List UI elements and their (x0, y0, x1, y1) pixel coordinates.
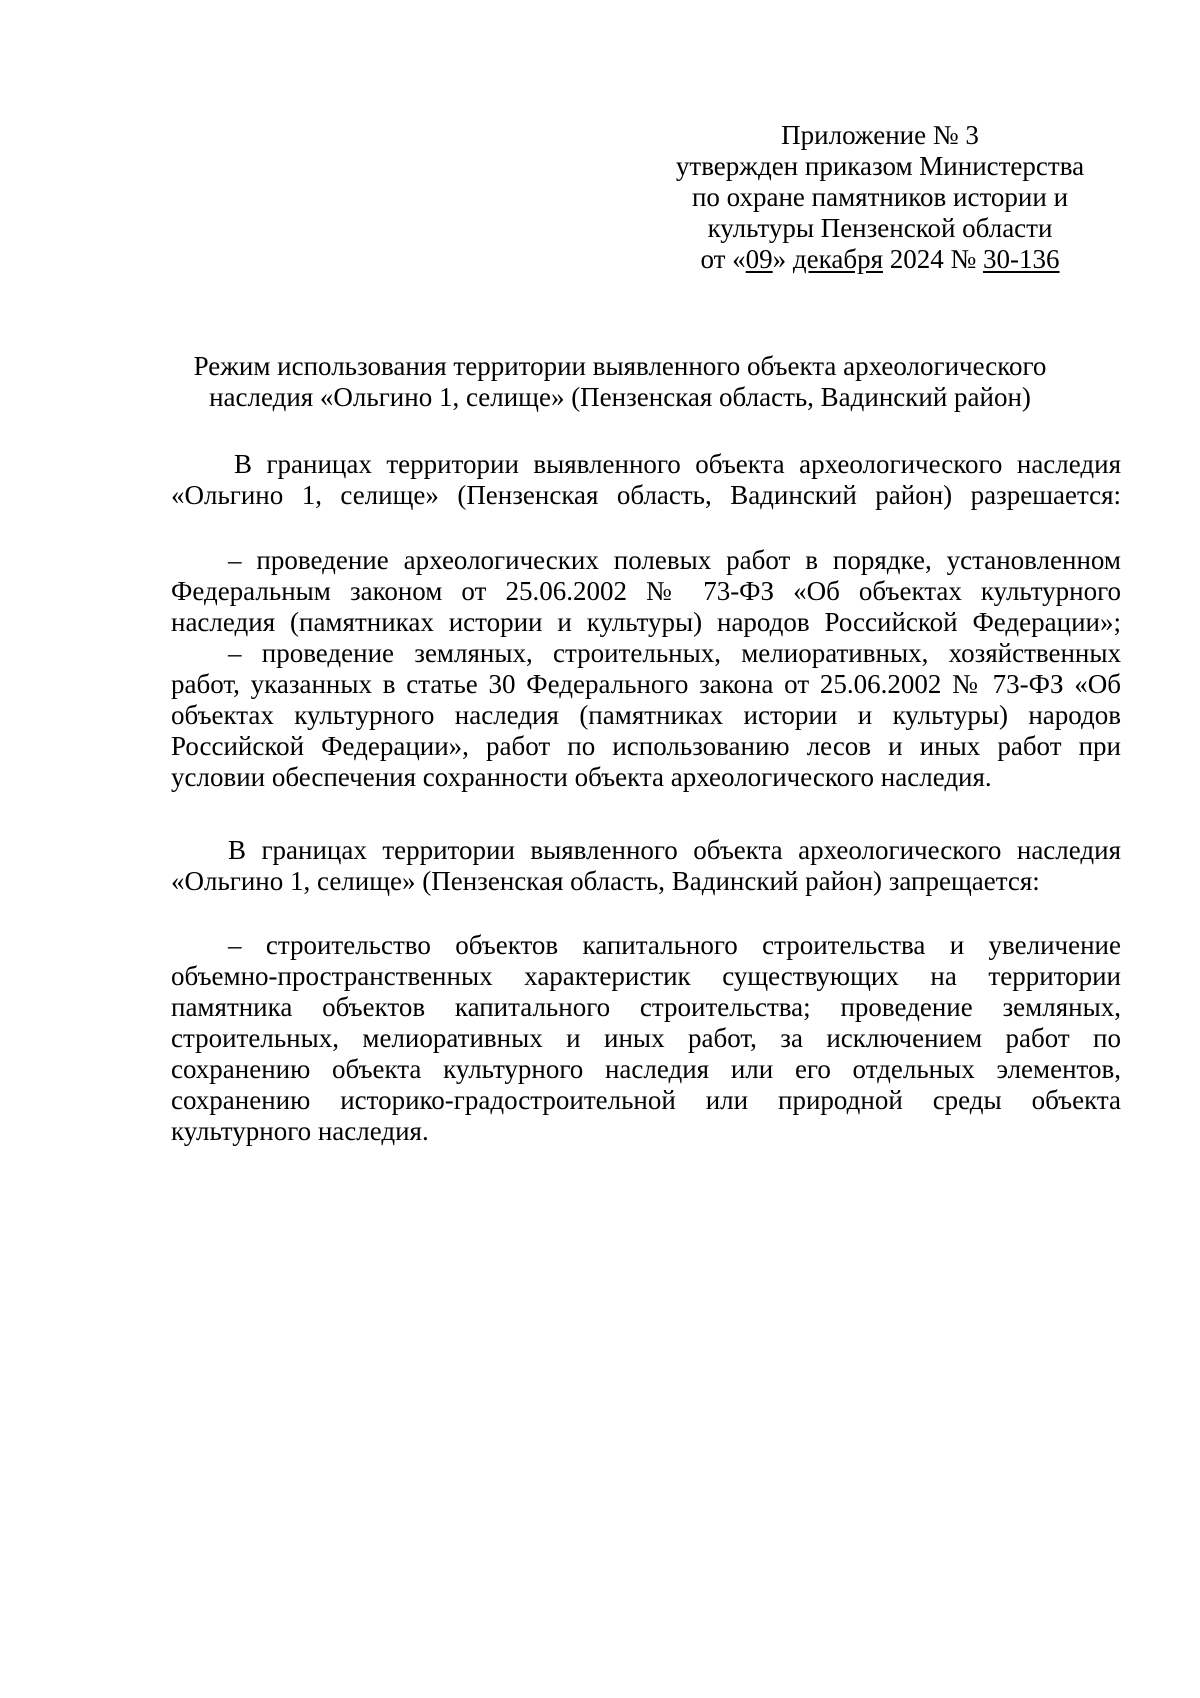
date-mid: » (772, 244, 793, 274)
date-day: 09 (745, 244, 773, 274)
list-item-line: строительных, мелиоративных и иных работ, за исключением работ по (171, 1023, 1121, 1053)
list-item-line: Федеральным законом от 25.06.2002 № 73-ФЗ «Об объектах культурного (171, 576, 1121, 606)
allowed-intro-paragraph (171, 449, 1121, 511)
paragraph-line: В границах территории выявленного объекта археологического наследия (234, 449, 1121, 479)
approval-line: по охране памятников истории и (691, 182, 1069, 212)
list-item-line: условии обеспечения сохранности объекта археологического наследия. (171, 762, 992, 792)
approval-date-line (660, 244, 1100, 275)
paragraph-line: «Ольгино 1, селище» (Пензенская область, Вадинский район) запрещается: (171, 866, 1040, 896)
list-item-line: памятника объектов капитального строительства; проведение земляных, (171, 992, 1121, 1022)
approval-line: культуры Пензенской области (707, 213, 1053, 243)
forbidden-items-list (171, 930, 1121, 1147)
approval-block (660, 120, 1100, 275)
appendix-number: Приложение № 3 (781, 120, 979, 150)
date-prefix: от « (700, 244, 746, 274)
order-number: 30-136 (983, 244, 1060, 274)
list-item-line: – проведение земляных, строительных, мелиоративных, хозяйственных (228, 638, 1121, 668)
list-item-line: наследия (памятниках истории и культуры) народов Российской Федерации»; (171, 607, 1121, 637)
list-item-line: – проведение археологических полевых работ в порядке, установленном (228, 545, 1121, 575)
title-line: Режим использования территории выявленного объекта археологического (193, 351, 1047, 381)
list-item-line: объектах культурного наследия (памятниках истории и культуры) народов (171, 700, 1121, 730)
list-item-line: работ, указанных в статье 30 Федерального закона от 25.06.2002 № 73-ФЗ «Об (171, 669, 1121, 699)
allowed-items-list (171, 545, 1121, 793)
paragraph-line: В границах территории выявленного объекта археологического наследия (228, 835, 1121, 865)
date-month: декабря (792, 244, 883, 274)
document-title (150, 351, 1090, 413)
list-item-line: объемно-пространственных характеристик существующих на территории (171, 961, 1121, 991)
list-item-line: культурного наследия. (171, 1116, 429, 1146)
list-item-line: сохранению объекта культурного наследия или его отдельных элементов, (171, 1054, 1121, 1084)
forbidden-intro-paragraph (171, 835, 1121, 897)
paragraph-line: «Ольгино 1, селище» (Пензенская область, Вадинский район) разрешается: (171, 480, 1121, 510)
date-year-no: 2024 № (883, 244, 984, 274)
title-line: наследия «Ольгино 1, селище» (Пензенская область, Вадинский район) (209, 382, 1031, 412)
approval-line: утвержден приказом Министерства (675, 151, 1085, 181)
list-item-line: Российской Федерации», работ по использованию лесов и иных работ при (171, 731, 1121, 761)
list-item-line: сохранению историко-градостроительной или природной среды объекта (171, 1085, 1121, 1115)
list-item-line: – строительство объектов капитального строительства и увеличение (228, 930, 1121, 960)
